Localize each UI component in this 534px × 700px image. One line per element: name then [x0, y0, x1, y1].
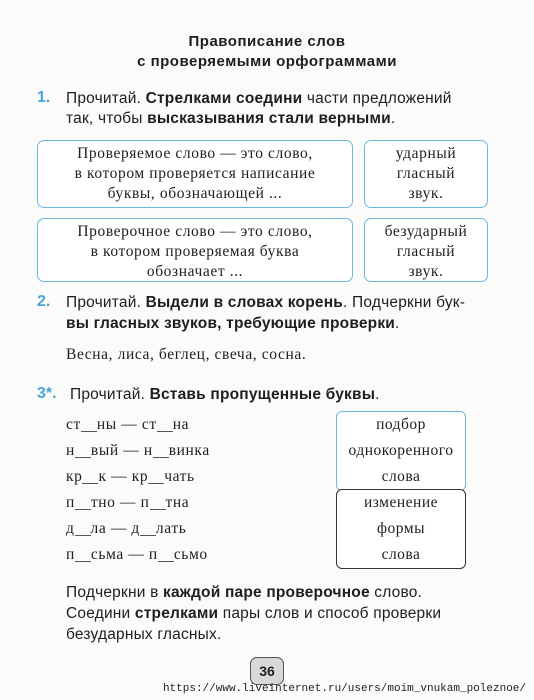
- letter-blank[interactable]: [153, 442, 169, 458]
- source-url: https://www.liveinternet.ru/users/moim_vnukam_poleznoe/: [162, 683, 526, 695]
- task3-bottom-line1: Подчеркни в каждой паре проверочное слово.: [66, 584, 423, 601]
- task3-bottom-line2: Соедини стрелками пары слов и способ проверки: [66, 605, 442, 622]
- letter-blank[interactable]: [75, 442, 91, 458]
- task3-bottom-line3: безударных гласных.: [66, 626, 222, 643]
- word-pair-row: п сьма — п сьмо: [66, 546, 208, 563]
- word-pair-row: д ла — д лать: [66, 520, 187, 537]
- letter-blank[interactable]: [75, 520, 91, 536]
- letter-blank[interactable]: [157, 416, 173, 432]
- word-pair-row: н вый — н винка: [66, 442, 210, 459]
- letter-blank[interactable]: [75, 546, 91, 562]
- definition-box-unstressed-vowel: безударный гласный звук.: [364, 218, 488, 282]
- task3-instruction: Прочитай. Вставь пропущенные буквы.: [70, 386, 380, 403]
- task1-number: 1.: [37, 89, 51, 106]
- word-pair-row: кр к — кр чать: [66, 468, 195, 485]
- task2-instruction-line2: вы гласных звуков, требующие проверки.: [66, 315, 400, 332]
- letter-blank[interactable]: [148, 468, 164, 484]
- letter-blank[interactable]: [140, 520, 156, 536]
- letter-blank[interactable]: [75, 494, 91, 510]
- task2-instruction-line1: Прочитай. Выдели в словах корень. Подчеркни бук-: [66, 294, 466, 311]
- task2-number: 2.: [37, 293, 51, 310]
- word-pair-row: п тно — п тна: [66, 494, 190, 511]
- task2-words: Весна, лиса, беглец, свеча, сосна.: [66, 346, 307, 363]
- letter-blank[interactable]: [82, 468, 98, 484]
- method-box-cognate-word: подбор однокоренного слова: [336, 411, 466, 491]
- task3-number: 3*.: [37, 385, 57, 402]
- task1-instruction-line2: так, чтобы высказывания стали верными.: [66, 110, 396, 127]
- letter-blank[interactable]: [150, 494, 166, 510]
- page-title-line2: с проверяемыми орфограммами: [137, 53, 397, 70]
- letter-blank[interactable]: [158, 546, 174, 562]
- method-box-word-form: изменение формы слова: [336, 489, 466, 569]
- letter-blank[interactable]: [81, 416, 97, 432]
- definition-box-checked-word: Проверяемое слово — это слово, в котором проверяется написание буквы, обозначающей ...: [37, 140, 353, 208]
- page-number: 36: [250, 657, 284, 685]
- definition-box-check-word: Проверочное слово — это слово, в котором проверяемая буква обозначает ...: [37, 218, 353, 282]
- definition-box-stressed-vowel: ударный гласный звук.: [364, 140, 488, 208]
- word-pair-row: ст ны — ст на: [66, 416, 190, 433]
- page-title-line1: Правописание слов: [188, 33, 346, 50]
- task1-instruction-line1: Прочитай. Стрелками соедини части предложений: [66, 90, 452, 107]
